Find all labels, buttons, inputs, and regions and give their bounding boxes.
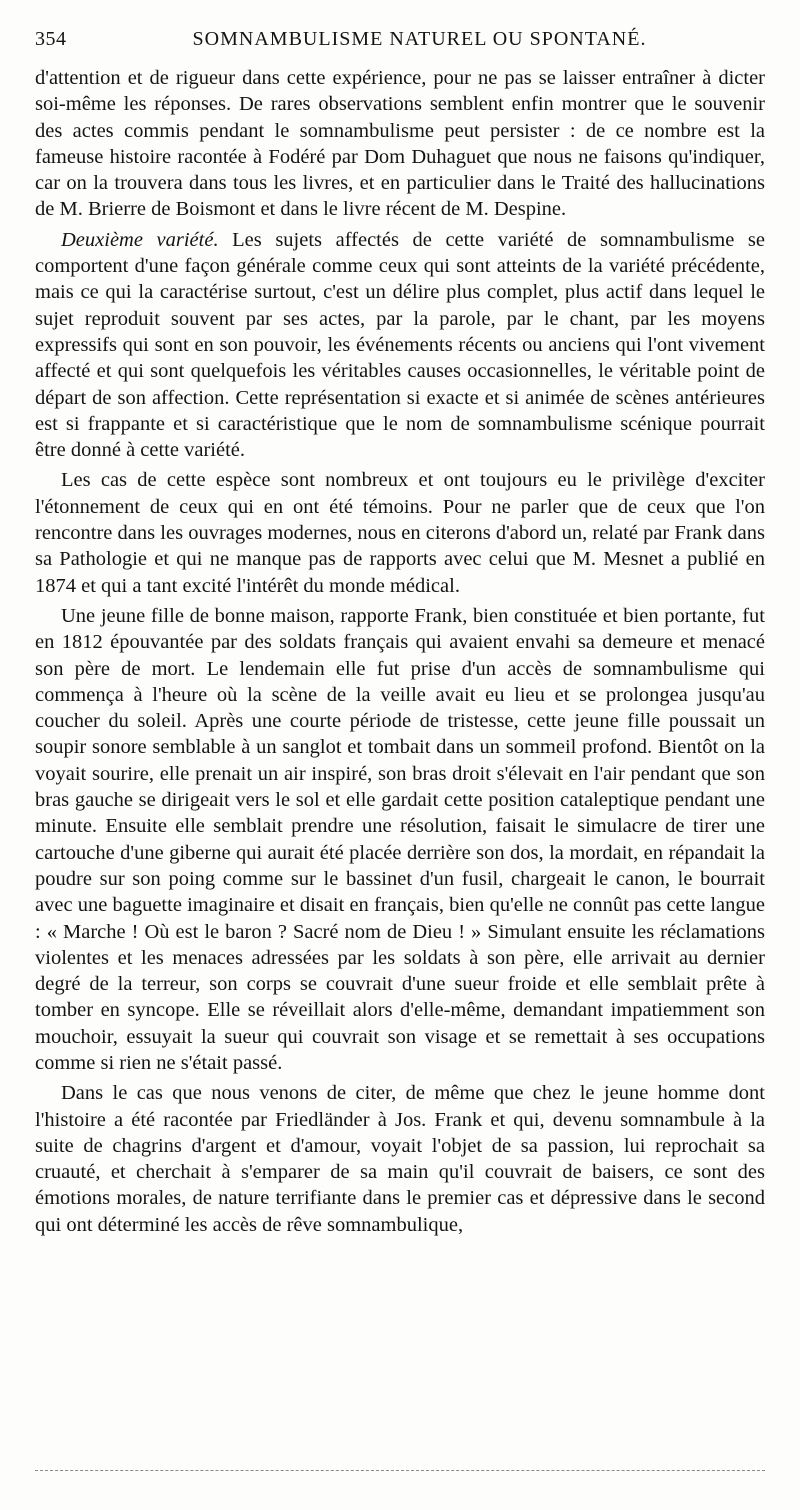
section-lead: Deuxième variété.	[61, 228, 219, 251]
paragraph-text: d'attention et de rigueur dans cette expérience, pour ne pas se laisser entraîner à dicter soi-même les réponses. De rares observations semblent enfin montrer que le souvenir des actes commis pendant le somnambulisme peut persister : de ce nombre est la fameuse histoire racontée à Fodéré par Dom Duhaguet que nous ne faisons qu'indiquer, car on la trouvera dans tous les livres, et en particulier dans le Traité des hallucinations de M. Brierre de Boismont et dans le livre récent de M. Despine.	[35, 67, 765, 221]
paragraph-text: Les sujets affectés de cette variété de somnambulisme se comportent d'une façon générale comme ceux qui sont atteints de la variété précédente, mais ce qui la caractérise surtout, c'est un délire plus complet, plus actif dans lequel le sujet reproduit souvent par ses actes, par la parole, par le chant, par les moyens expressifs qui sont en son pouvoir, les événements récents ou anciens qui l'ont vivement affecté et qui sont quelquefois les véritables causes occasionnelles, le véritable point de départ de son affection. Cette représentation si exacte et si animée de scènes antérieures est si frappante et si caractéristique que le nom de somnambulisme scénique pourrait être donné à cette variété.	[35, 228, 765, 462]
paragraph-continuation	[35, 65, 765, 223]
paragraph-jeune-fille	[35, 603, 765, 1076]
running-title: SOMNAMBULISME NATUREL OU SPONTANÉ.	[192, 28, 647, 50]
paragraph-text: Les cas de cette espèce sont nombreux et ont toujours eu le privilège d'exciter l'étonnement de ceux qui en ont été témoins. Pour ne parler que de ceux que l'on rencontre dans les ouvrages modernes, nous en citerons d'abord un, relaté par Frank dans sa Pathologie et qui ne manque pas de rapports avec celui que M. Mesnet a publié en 1874 et qui a tant excité l'intérêt du monde médical.	[35, 469, 765, 597]
page-number: 354	[35, 28, 67, 50]
body-text	[35, 65, 765, 1238]
footer-divider	[35, 1470, 765, 1471]
paragraph-dans-le-cas	[35, 1080, 765, 1238]
paragraph-text: Une jeune fille de bonne maison, rapporte Frank, bien constituée et bien portante, fut en 1812 épouvantée par des soldats français qui avaient envahi sa demeure et menacé son père de mort. Le lendemain elle fut prise d'un accès de somnambulisme qui commença à l'heure où la scène de la veille avait eu lieu et se prolongea jusqu'au coucher du soleil. Après une courte période de tristesse, cette jeune fille poussait un soupir sonore semblable à un sanglot et tombait dans un sommeil profond. Bientôt on la voyait sourire, elle prenait un air inspiré, son bras droit s'élevait en l'air pendant que son bras gauche se dirigeait vers le sol et elle gardait cette position cataleptique pendant une minute. Ensuite elle semblait prendre une résolution, faisait le simulacre de tirer une cartouche d'une giberne qui aurait été placée derrière son dos, la mordait, en répandait la poudre sur son poing comme sur le bassinet d'un fusil, chargeait le canon, le bourrait avec une baguette imaginaire et disait en français, bien qu'elle ne connût pas cette langue : « Marche ! Où est le baron ? Sacré nom de Dieu ! » Simulant ensuite les réclamations violentes et les menaces adressées par les soldats à son père, elle arrivait au dernier degré de la terreur, son corps se couvrait d'une sueur froide et elle semblait prête à tomber en syncope. Elle se réveillait alors d'elle-même, demandant impatiemment son mouchoir, essuyait la sueur qui couvrait son visage et se remettait à ses occupations comme si rien ne s'était passé.	[35, 604, 765, 1074]
page-header	[35, 28, 740, 58]
paragraph-text: Dans le cas que nous venons de citer, de même que chez le jeune homme dont l'histoire a été racontée par Friedländer à Jos. Frank et qui, devenu somnambule à la suite de chagrins d'argent et d'amour, voyait l'objet de sa passion, lui reprochait sa cruauté, et cherchait à s'emparer de sa main qu'il couvrait de baisers, ce sont des émotions morales, de nature terrifiante dans le premier cas et dépressive dans le second qui ont déterminé les accès de rêve somnambulique,	[35, 1082, 765, 1236]
paragraph-cas-nombreux	[35, 467, 765, 598]
paragraph-deuxieme-variete	[35, 227, 765, 464]
